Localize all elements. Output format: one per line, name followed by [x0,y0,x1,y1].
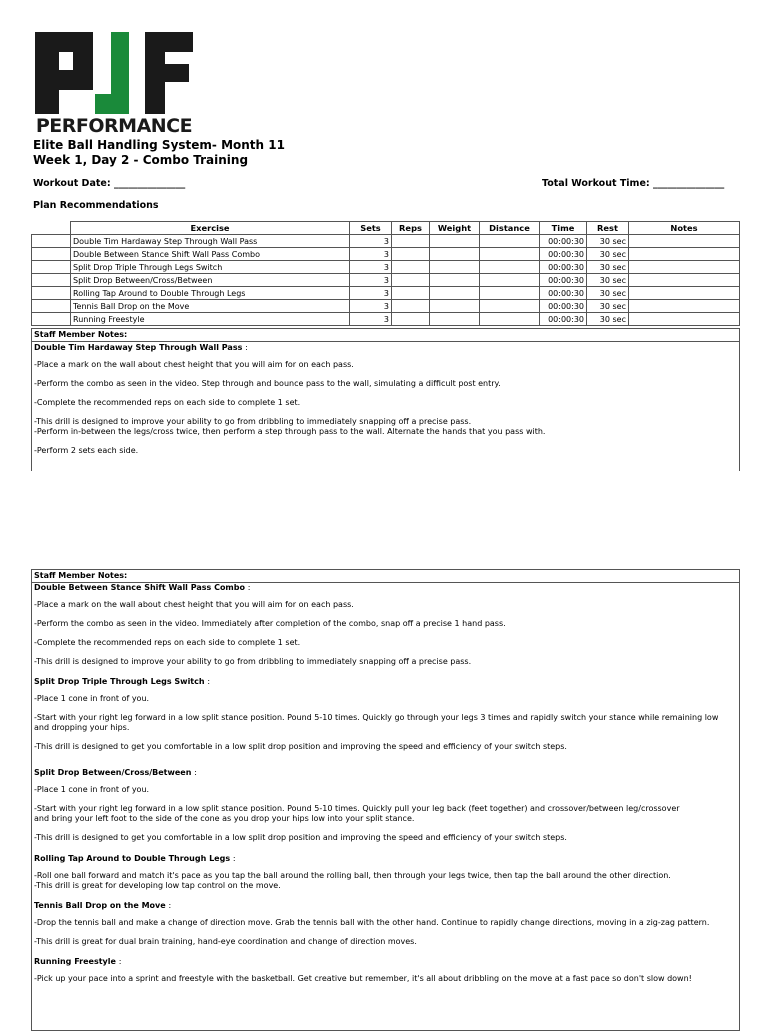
row-spacer [32,274,71,287]
sets-cell: 3 [350,235,392,248]
rest-cell: 30 sec [587,300,629,313]
time-cell: 00:00:30 [540,313,587,326]
staff-notes-header: Staff Member Notes: [32,570,739,583]
page-subtitle: Week 1, Day 2 - Combo Training [33,153,249,167]
notes-cell [629,313,740,326]
time-cell: 00:00:30 [540,261,587,274]
exercise-cell: Double Tim Hardaway Step Through Wall Pass [71,235,350,248]
rest-cell: 30 sec [587,261,629,274]
drill-title: Rolling Tap Around to Double Through Legs : [34,854,236,863]
weight-cell [430,287,480,300]
row-spacer [32,248,71,261]
exercise-cell: Tennis Ball Drop on the Move [71,300,350,313]
weight-cell [430,248,480,261]
rest-cell: 30 sec [587,248,629,261]
col-sets: Sets [350,222,392,235]
note-text: -This drill is designed to get you comfortable in a low split drop position and improving the speed and efficiency of your switch steps. [34,833,567,842]
col-distance: Distance [480,222,540,235]
sets-cell: 3 [350,261,392,274]
reps-cell [392,248,430,261]
pjf-performance-logo [33,30,195,136]
note-text: -Start with your right leg forward in a low split stance position. Pound 5-10 times. Quickly go through your legs 3 times and rapidly switch your stance while remaining low and dropping your hips. [34,713,719,732]
note-text: -Place 1 cone in front of you. [34,694,150,703]
plan-table [31,221,740,326]
distance-cell [480,287,540,300]
table-row [32,300,740,313]
exercise-cell: Double Between Stance Shift Wall Pass Combo [71,248,350,261]
note-text: -This drill is great for dual brain training, hand-eye coordination and change of direction moves. [34,937,417,946]
time-cell: 00:00:30 [540,274,587,287]
reps-cell [392,274,430,287]
col-time: Time [540,222,587,235]
distance-cell [480,235,540,248]
rest-cell: 30 sec [587,274,629,287]
rest-cell: 30 sec [587,287,629,300]
note-text: -Pick up your pace into a sprint and freestyle with the basketball. Get creative but remember, it's all about dribbling on the move at a fast pace so don't slow down! [34,974,692,983]
row-spacer [32,287,71,300]
note-text: -This drill is designed to improve your ability to go from dribbling to immediately snapping off a precise pass. [34,417,472,426]
note-text: -Complete the recommended reps on each side to complete 1 set. [34,638,301,647]
drill-title: Split Drop Triple Through Legs Switch : [34,677,211,686]
staff-notes-header: Staff Member Notes: [32,329,739,342]
note-text: -Place a mark on the wall about chest height that you will aim for on each pass. [34,600,354,609]
note-text: -Perform in-between the legs/cross twice, then perform a step through pass to the wall. Alternate the hands that you pass with. [34,427,546,436]
staff-notes-box-2 [31,569,740,1031]
table-row [32,313,740,326]
drill-title: Running Freestyle : [34,957,122,966]
note-text: -Place 1 cone in front of you. [34,785,150,794]
distance-cell [480,261,540,274]
plan-recommendations-label: Plan Recommendations [33,200,159,211]
sets-cell: 3 [350,287,392,300]
reps-cell [392,261,430,274]
row-spacer [32,300,71,313]
weight-cell [430,235,480,248]
exercise-cell: Running Freestyle [71,313,350,326]
drill-title: Double Between Stance Shift Wall Pass Combo : [34,583,251,592]
weight-cell [430,313,480,326]
rest-cell: 30 sec [587,235,629,248]
note-text: -This drill is designed to improve your ability to go from dribbling to immediately snapping off a precise pass. [34,657,472,666]
col-rest: Rest [587,222,629,235]
exercise-cell: Split Drop Between/Cross/Between [71,274,350,287]
logo-text: PERFORMANCE [35,115,193,136]
page-title: Elite Ball Handling System- Month 11 [33,138,285,152]
weight-cell [430,274,480,287]
reps-cell [392,300,430,313]
table-header-row [32,222,740,235]
total-workout-time-field[interactable]: Total Workout Time: _______________ [542,178,725,189]
notes-cell [629,235,740,248]
note-text: -Perform the combo as seen in the video. Immediately after completion of the combo, snap off a precise 1 hand pass. [34,619,506,628]
drill-title: Tennis Ball Drop on the Move : [34,901,172,910]
distance-cell [480,274,540,287]
rest-cell: 30 sec [587,313,629,326]
reps-cell [392,313,430,326]
time-cell: 00:00:30 [540,300,587,313]
col-notes: Notes [629,222,740,235]
notes-cell [629,300,740,313]
row-spacer [32,261,71,274]
row-spacer [32,235,71,248]
note-text: -Start with your right leg forward in a low split stance position. Pound 5-10 times. Quickly pull your leg back (feet together) and crossover/between leg/crossover and bring your left foot to the side of the cone as you drop your hips low into your split stance. [34,804,680,823]
sets-cell: 3 [350,300,392,313]
drill-title: Double Tim Hardaway Step Through Wall Pass : [34,343,248,352]
note-text: -This drill is designed to get you comfortable in a low split drop position and improving the speed and efficiency of your switch steps. [34,742,567,751]
table-row [32,235,740,248]
reps-cell [392,235,430,248]
distance-cell [480,248,540,261]
note-text: -Drop the tennis ball and make a change of direction move. Grab the tennis ball with the other hand. Continue to rapidly change directions, moving in a zig-zag pattern. [34,918,710,927]
note-text: -Place a mark on the wall about chest height that you will aim for on each pass. [34,360,354,369]
sets-cell: 3 [350,274,392,287]
distance-cell [480,300,540,313]
sets-cell: 3 [350,313,392,326]
exercise-cell: Split Drop Triple Through Legs Switch [71,261,350,274]
table-row [32,274,740,287]
logo-graphic [33,30,195,136]
sets-cell: 3 [350,248,392,261]
note-text: -Perform 2 sets each side. [34,446,139,455]
col-reps: Reps [392,222,430,235]
staff-notes-box-1 [31,328,740,471]
time-cell: 00:00:30 [540,248,587,261]
col-exercise: Exercise [71,222,350,235]
note-text: -This drill is great for developing low tap control on the move. [34,881,281,890]
distance-cell [480,313,540,326]
drill-title: Split Drop Between/Cross/Between : [34,768,197,777]
workout-date-field[interactable]: Workout Date: _______________ [33,178,186,189]
table-row [32,248,740,261]
row-spacer [32,313,71,326]
weight-cell [430,300,480,313]
table-row [32,287,740,300]
table-row [32,261,740,274]
time-cell: 00:00:30 [540,235,587,248]
notes-cell [629,287,740,300]
notes-cell [629,274,740,287]
notes-cell [629,248,740,261]
weight-cell [430,261,480,274]
col-weight: Weight [430,222,480,235]
note-text: -Perform the combo as seen in the video. Step through and bounce pass to the wall, simulating a difficult post entry. [34,379,501,388]
notes-cell [629,261,740,274]
note-text: -Roll one ball forward and match it's pace as you tap the ball around the rolling ball, then through your legs twice, then tap the ball around the other direction. [34,871,671,880]
exercise-cell: Rolling Tap Around to Double Through Legs [71,287,350,300]
reps-cell [392,287,430,300]
time-cell: 00:00:30 [540,287,587,300]
note-text: -Complete the recommended reps on each side to complete 1 set. [34,398,301,407]
